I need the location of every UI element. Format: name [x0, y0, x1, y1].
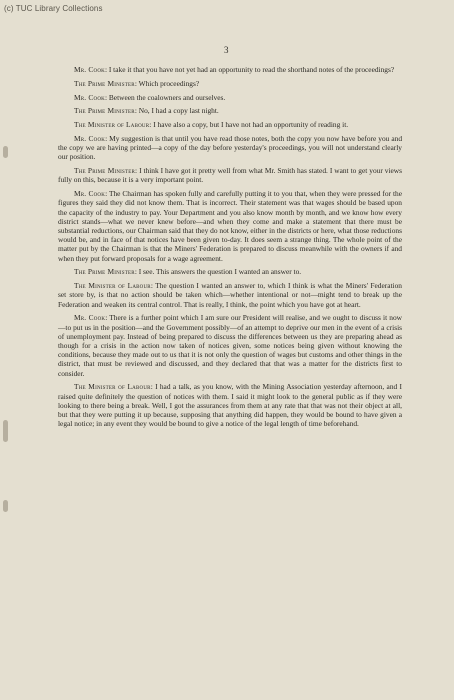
page-number: 3 — [224, 45, 229, 55]
paragraph: Mr. Cook: There is a further point which I am sure our President will realise, and we ought to discuss it now—to put us in the position—and the Government possibly—of an attempt to deprive our men in the event of a crisis of unemployment pay. Instead of being prepared to discuss the differences between us they are preparing ahead as though for a crisis in the action now taken of notices given, some notices being given without knowing the conditions, because they made out to us that it is not only the question of wages but customs and other things in the district, that must be reviewed and discussed, and they declared that that was a matter for the districts first to consider. — [58, 313, 402, 378]
speaker-name: Mr. Cook — [74, 189, 106, 199]
paragraph: The Minister of Labour: I had a talk, as you know, with the Mining Association yesterday afternoon, and I raised quite definitely the question of notices with them. I said it might look to the general public as if they were looking to there being a break. Well, I got the assurances from them at any rate that that was not their object at all, but that they were putting it up because, supposing that anything did happen, they would be bound to have given a legal notice; in any event they would be bound to give a notice of the legal length of time beforehand. — [58, 382, 402, 429]
binding-hole-middle — [3, 420, 8, 442]
speaker-name: The Minister of Labour — [74, 382, 151, 392]
speaker-name: Mr. Cook — [74, 65, 105, 74]
paragraph: Mr. Cook: I take it that you have not yet had an opportunity to read the shorthand notes of the proceedings? — [74, 65, 395, 74]
speech-text: I see. This answers the question I wanted an answer to. — [138, 267, 302, 277]
watermark: (c) TUC Library Collections — [4, 4, 103, 13]
speech-text: I take it that you have not yet had an opportunity to read the shorthand notes of the proceedings? — [108, 65, 395, 74]
paragraph: The Prime Minister: Which proceedings? — [74, 78, 200, 88]
paragraph: The Prime Minister: No, I had a copy last night. — [74, 106, 219, 116]
speaker-name: The Prime Minister — [74, 166, 136, 176]
speaker-name: Mr. Cook — [74, 92, 105, 102]
speaker-name: The Minister of Labour — [74, 281, 151, 291]
speech-text: I had a talk, as you know, with the Mining Association yesterday afternoon, and I raised quite definitely the question of notices with them. I said it might look to the general public as if they were looking to there being a break. Well, I got the assurances from them at any rate that that was not their object at all, but that they were putting it up because, supposing that anything did happen, they would be bound to have given a legal notice; in any event they would be bound to give a notice of the legal length of time beforehand. — [58, 382, 402, 429]
paragraph: The Minister of Labour: I have also a copy, but I have not had an opportunity of reading it. — [74, 120, 349, 130]
speech-text: Between the coalowners and ourselves. — [108, 92, 226, 102]
speaker-name: The Minister of Labour — [74, 120, 150, 130]
speaker-name: The Prime Minister — [74, 267, 135, 277]
paragraph: Mr. Cook: My suggestion is that until you have read those notes, both the copy you now have before you and the copy we are having printed—a copy of the day before yesterday's proceedings, you will not understand clearly our position. — [58, 133, 403, 162]
speaker-name: The Prime Minister — [74, 78, 135, 88]
speech-text: I think I have got it pretty well from what Mr. Smith has stated. I want to get your views fully on this, because it is a very important point. — [58, 166, 402, 185]
speech-text: My suggestion is that until you have read those notes, both the copy you now have before you and the copy we are having printed—a copy of the day before yesterday's proceedings, you will not understand clearly our position. — [58, 133, 403, 162]
speaker-name: Mr. Cook — [74, 313, 106, 323]
speech-text: There is a further point which I am sure our President will realise, and we ought to discuss it now—to put us in the position—and the Government possibly—of an attempt to deprive our men in the event of a crisis of unemployment pay. Instead of being prepared to discuss the differences between us they are preparing ahead as though for a crisis in the action now taken of notices given, some notices being given without knowing the conditions, because they made out to us that it is not only the question of wages but customs and other things in the district, that must be reviewed and discussed, and they declared that that was a matter for the districts first to consider. — [58, 313, 402, 378]
speech-text: I have also a copy, but I have not had an opportunity of reading it. — [153, 120, 349, 130]
speech-text: Which proceedings? — [138, 78, 200, 88]
transcript-body — [58, 65, 402, 433]
paragraph: Mr. Cook: The Chairman has spoken fully and carefully putting it to you that, when they were pressed for the figures they said they did not know them. That is incorrect. Their statement was that wages should be based upon the capacity of the industry to pay. Your Department and you also know month by month, and we know how every district stands—what we never knew before—and when they come and make a statement that there must be substantial reductions, our Chairman said that they do not know, either in the districts or here, what those reductions would be, and in face of that notices have been given to-day. It does seem a strange thing. The whole point of the matter put by the Chairman is that the Miners' Federation is prepared to discuss meanwhile with the owners if and when they put forward proposals for a wage agreement. — [58, 189, 402, 263]
paragraph: The Minister of Labour: The question I wanted an answer to, which I think is what the Miners' Federation set store by, is that no action should be taken which—whether intentional or not—might tend to break up the Federation and weaken its central control. That is really, I think, the point which you have got at heart. — [58, 281, 402, 309]
binding-hole-top — [3, 146, 8, 158]
paragraph: The Prime Minister: I see. This answers the question I wanted an answer to. — [74, 267, 302, 277]
paragraph: Mr. Cook: Between the coalowners and ourselves. — [74, 92, 226, 102]
speaker-name: Mr. Cook — [74, 133, 106, 143]
binding-hole-lower — [3, 500, 8, 512]
speech-text: No, I had a copy last night. — [138, 106, 219, 116]
speech-text: The Chairman has spoken fully and carefully putting it to you that, when they were pressed for the figures they said they did not know them. That is incorrect. Their statement was that wages should be based upon the capacity of the industry to pay. Your Department and you also know month by month, and we know how every district stands—what we never knew before—and when they come and make a statement that there must be substantial reductions, our Chairman said that they do not know, either in the districts or here, what those reductions would be, and in face of that notices have been given to-day. It does seem a strange thing. The whole point of the matter put by the Chairman is that the Miners' Federation is prepared to discuss meanwhile with the owners if and when they put forward proposals for a wage agreement. — [58, 189, 402, 263]
paragraph: The Prime Minister: I think I have got it pretty well from what Mr. Smith has stated. I want to get your views fully on this, because it is a very important point. — [58, 166, 402, 185]
speaker-name: The Prime Minister — [74, 106, 135, 116]
speech-text: The question I wanted an answer to, which I think is what the Miners' Federation set store by, is that no action should be taken which—whether intentional or not—might tend to break up the Federation and weaken its central control. That is really, I think, the point which you have got at heart. — [58, 281, 402, 309]
